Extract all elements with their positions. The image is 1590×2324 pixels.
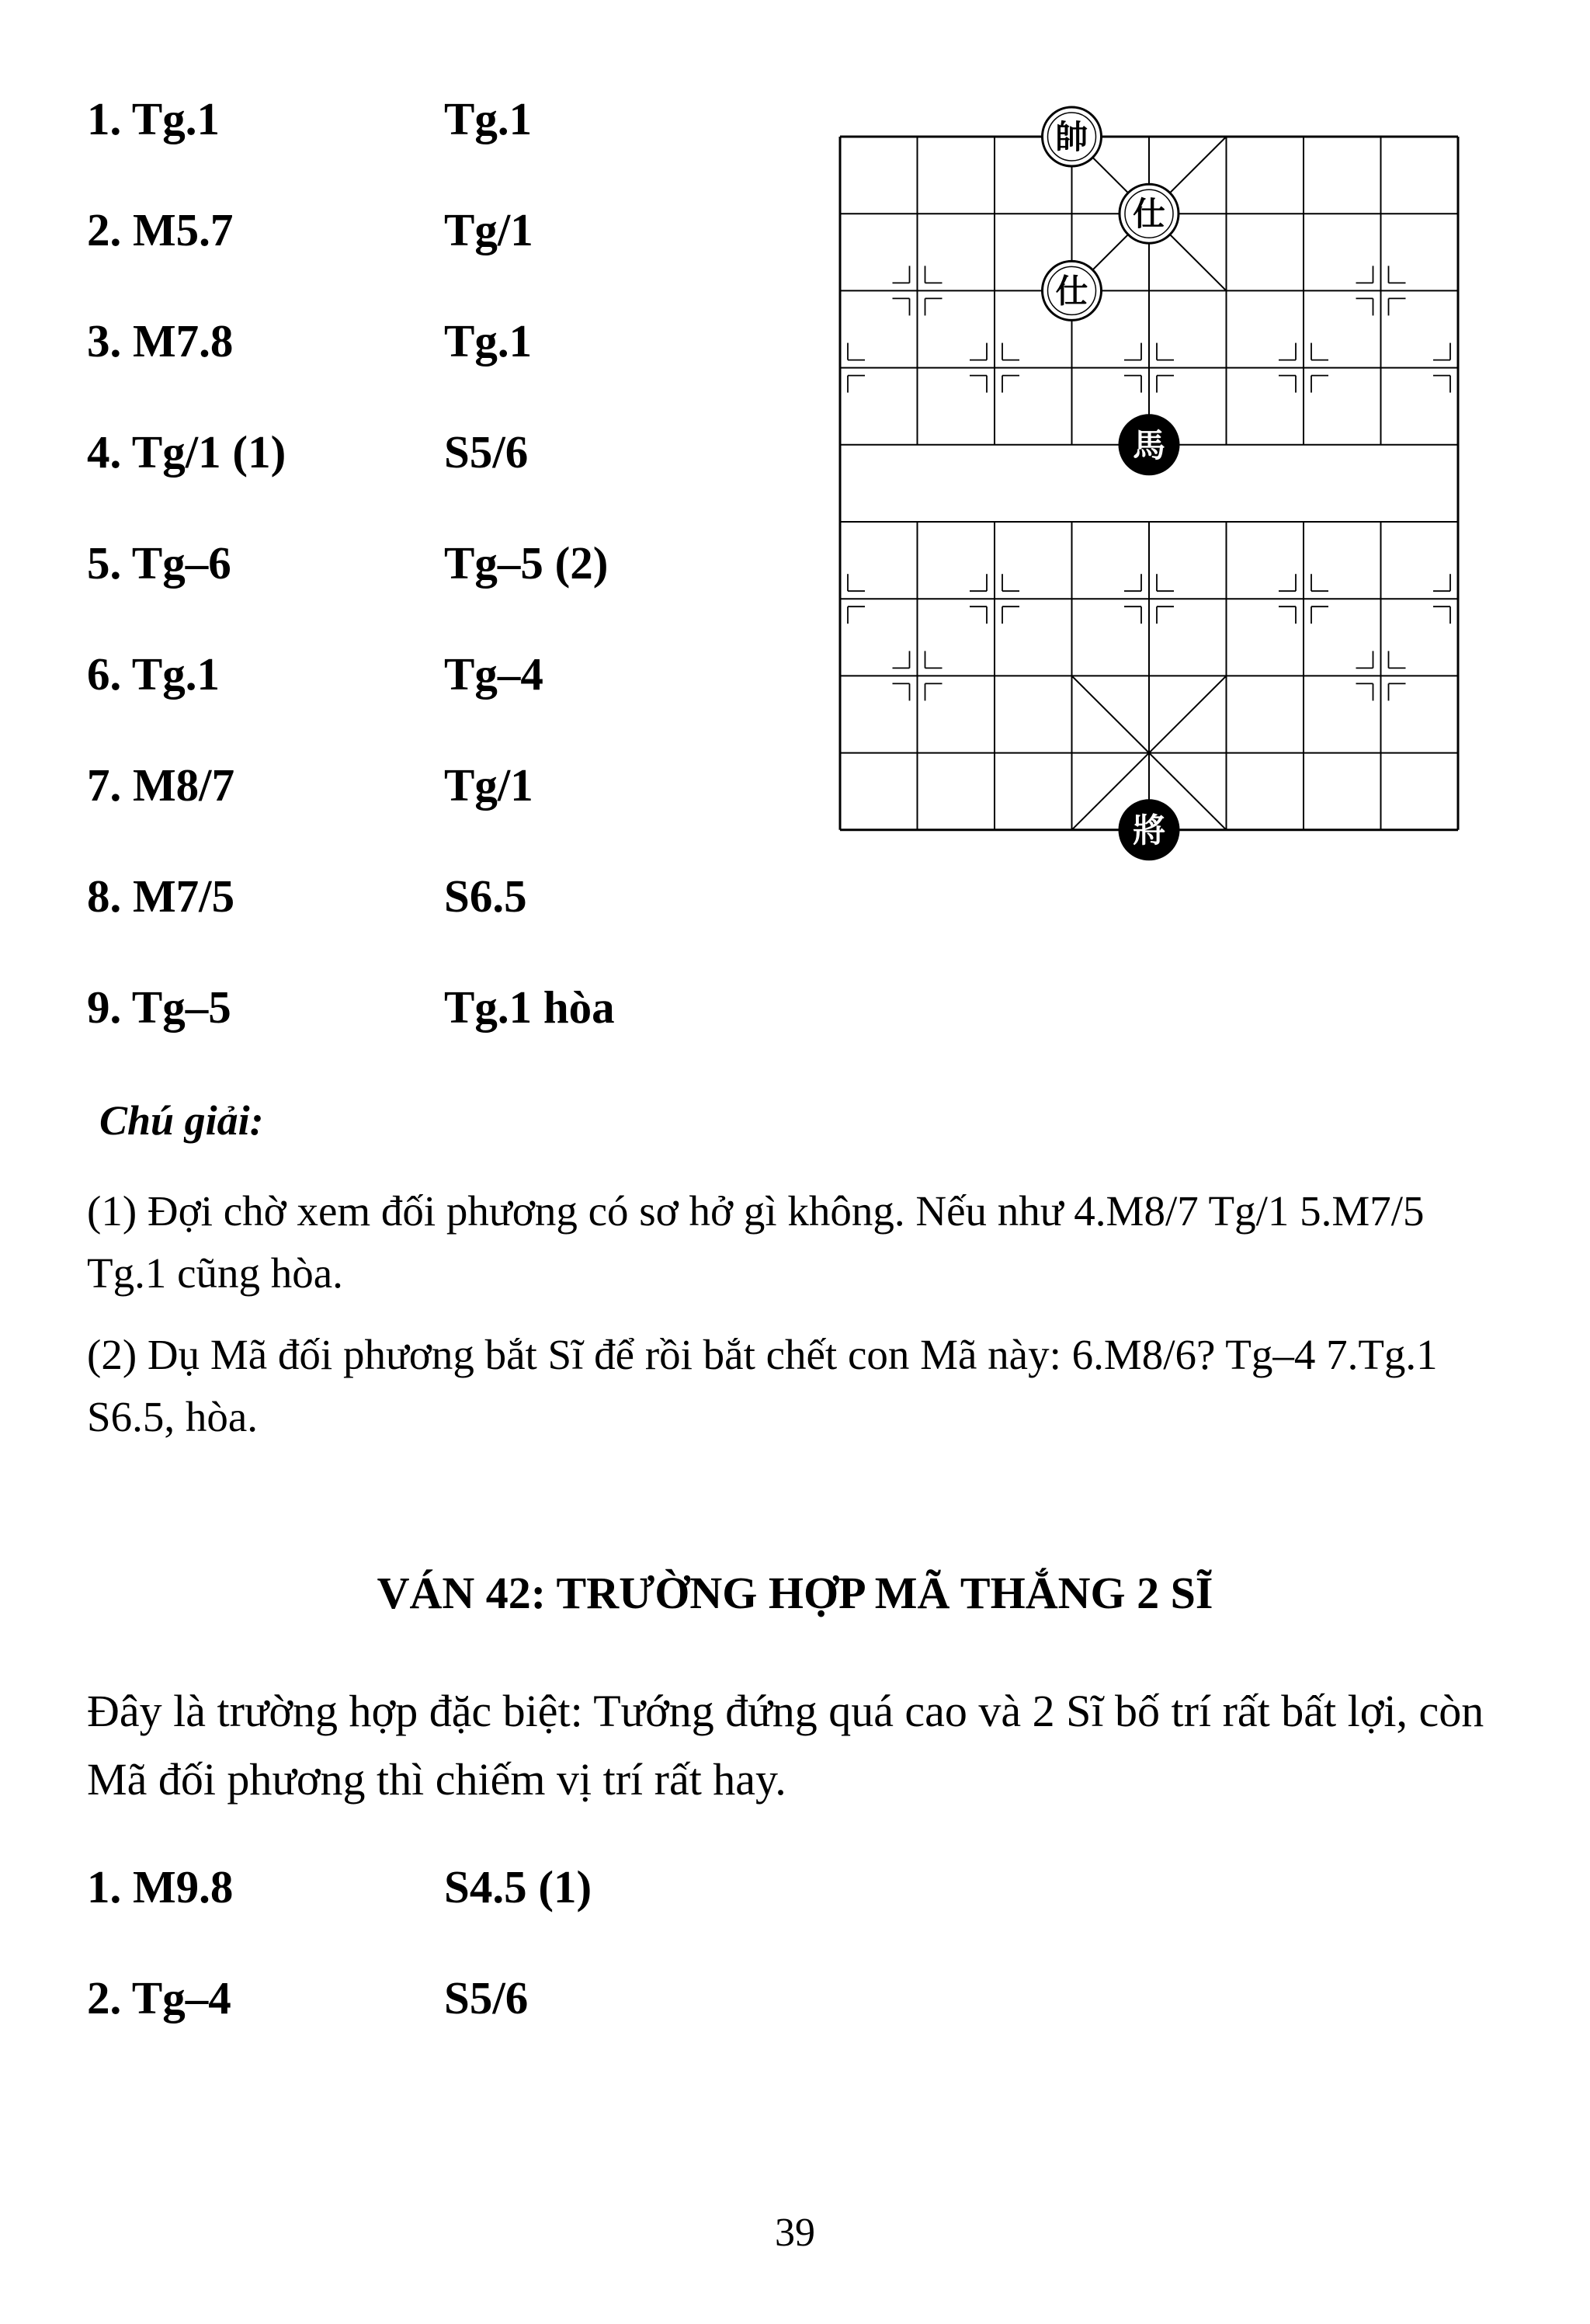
red-move: 8. M7/5	[87, 870, 235, 922]
move-list-2	[87, 1860, 801, 2082]
note-1: (1) Đợi chờ xem đối phương có sơ hở gì không. Nếu như 4.M8/7 Tg/1 5.M7/5 Tg.1 cũng hòa.	[87, 1187, 1425, 1297]
black-move: S4.5 (1)	[444, 1861, 592, 1912]
black-move: Tg/1	[444, 204, 533, 255]
section-intro: Đây là trường hợp đặc biệt: Tướng đứng quá cao và 2 Sĩ bố trí rất bất lợi, còn Mã đối phương thì chiếm vị trí rất hay.	[87, 1686, 1484, 1805]
black-move: Tg–5 (2)	[444, 537, 609, 589]
black-move: S5/6	[444, 426, 529, 478]
section-title: VÁN 42: TRƯỜNG HỢP MÃ THẮNG 2 SĨ	[377, 1568, 1213, 1618]
move-row	[87, 203, 801, 314]
move-row	[87, 869, 801, 980]
piece-label: 仕	[1055, 272, 1088, 311]
page-number: 39	[775, 2211, 815, 2255]
black-general-piece	[1120, 801, 1179, 860]
black-move: Tg.1 hòa	[444, 981, 615, 1033]
red-move: 2. Tg–4	[87, 1972, 231, 2024]
red-advisor-piece-2	[1043, 261, 1102, 320]
black-move: S6.5	[444, 870, 527, 922]
move-row	[87, 1971, 801, 2082]
piece-label: 帥	[1055, 118, 1088, 156]
red-move: 1. Tg.1	[87, 93, 220, 144]
black-move: Tg.1	[444, 315, 533, 366]
move-list-1	[87, 92, 801, 1091]
move-row	[87, 425, 801, 536]
black-move: Tg.1	[444, 93, 533, 144]
move-row	[87, 980, 801, 1091]
red-move: 2. M5.7	[87, 204, 234, 255]
piece-label: 仕	[1132, 195, 1166, 234]
red-move: 9. Tg–5	[87, 981, 231, 1033]
black-move: Tg/1	[444, 759, 533, 811]
note-2: (2) Dụ Mã đối phương bắt Sĩ để rồi bắt chết con Mã này: 6.M8/6? Tg–4 7.Tg.1 S6.5, hòa.	[87, 1331, 1438, 1440]
red-move: 3. M7.8	[87, 315, 234, 366]
red-move: 4. Tg/1 (1)	[87, 426, 286, 478]
red-move: 5. Tg–6	[87, 537, 231, 589]
red-move: 6. Tg.1	[87, 648, 220, 700]
move-row	[87, 536, 801, 647]
red-move: 1. M9.8	[87, 1861, 234, 1912]
move-row	[87, 647, 801, 758]
black-move: Tg–4	[444, 648, 543, 700]
red-general-piece	[1043, 107, 1102, 166]
notes-heading: Chú giải:	[99, 1097, 264, 1144]
xiangqi-board-diagram	[823, 92, 1498, 868]
red-advisor-piece-1	[1120, 184, 1179, 243]
black-move: S5/6	[444, 1972, 529, 2024]
piece-label: 馬	[1132, 426, 1166, 464]
red-move: 7. M8/7	[87, 759, 235, 811]
move-row	[87, 1860, 801, 1971]
board-svg	[823, 92, 1498, 868]
move-row	[87, 92, 801, 203]
move-row	[87, 758, 801, 869]
black-horse-piece	[1120, 415, 1179, 474]
piece-label: 將	[1132, 811, 1166, 849]
move-row	[87, 314, 801, 425]
